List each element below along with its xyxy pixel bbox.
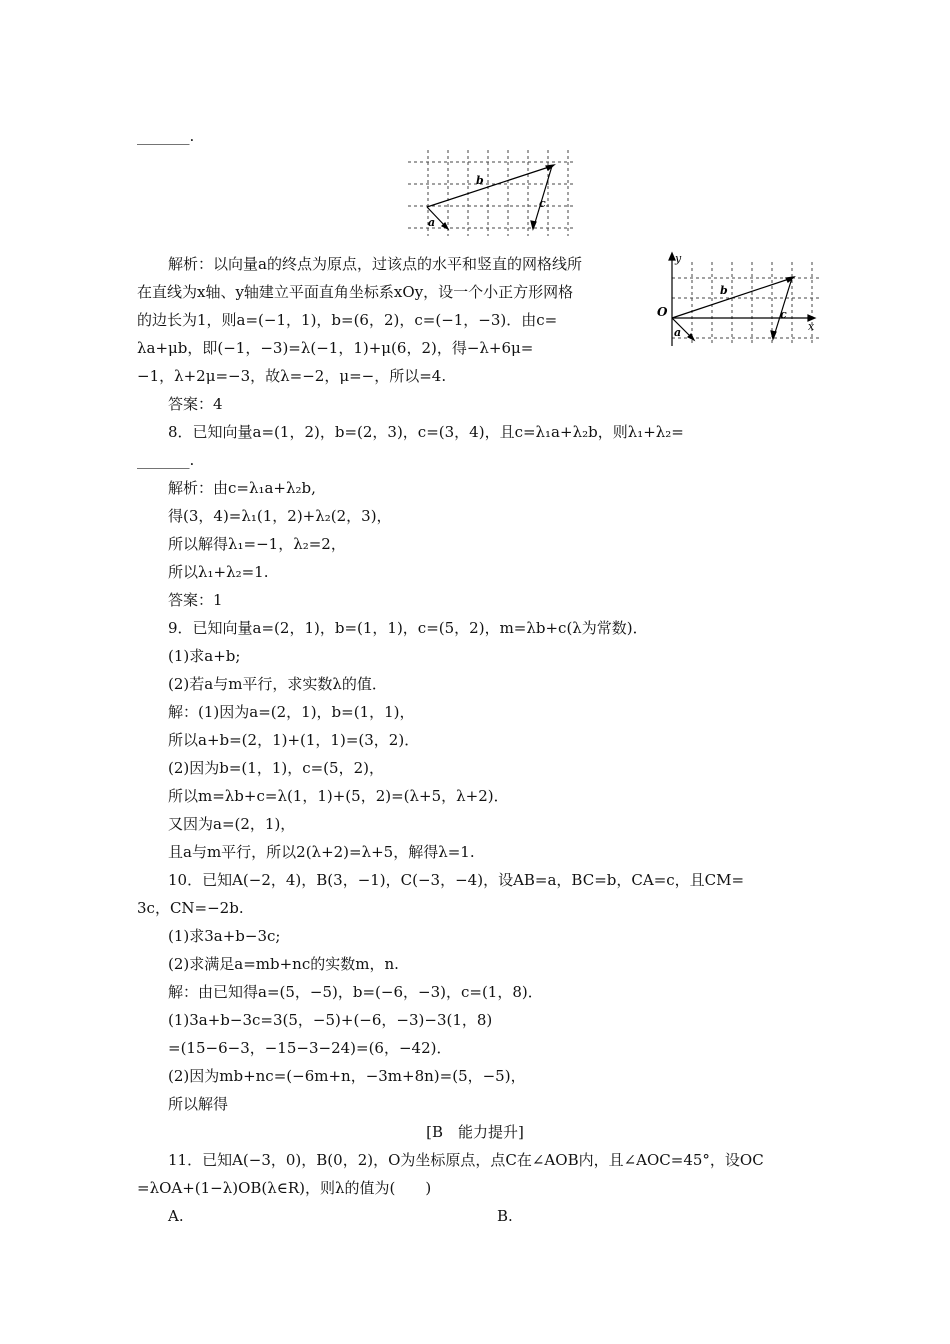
question-11: 11．已知A(−3，0)，B(0，2)，O为坐标原点，点C在∠AOB内，且∠AOC=45°，设OC [168, 1151, 764, 1169]
top-answer-blank: _______. [137, 127, 195, 145]
label-b: b [720, 284, 728, 297]
text-line: 所以解得 [168, 1095, 229, 1113]
label-c: c [539, 197, 546, 210]
label-c: c [780, 308, 787, 321]
text-line: 的边长为1，则a=(−1，1)，b=(6，2)，c=(−1，−3)．由c= [137, 311, 558, 329]
text-line: 解：(1)因为a=(2，1)，b=(1，1)， [168, 703, 415, 721]
question-10: 10．已知A(−2，4)，B(3，−1)，C(−3，−4)，设AB=a，BC=b，CA=c，且CM= [168, 871, 745, 889]
text-line: (1)求3a+b−3c; [168, 927, 281, 945]
label-x: x [808, 320, 815, 333]
text-line: 又因为a=(2，1)， [168, 815, 296, 833]
label-y: y [675, 252, 682, 265]
text-line: λa+μb，即(−1，−3)=λ(−1，1)+μ(6，2)，得−λ+6μ= [137, 339, 534, 357]
text-line: 答案：1 [168, 591, 223, 609]
vector-grid-figure [408, 150, 578, 238]
text-line: 得(3，4)=λ₁(1，2)+λ₂(2，3)， [168, 507, 392, 525]
text-line: 答案：4 [168, 395, 223, 413]
label-a: a [674, 326, 682, 339]
text-line: 解：由已知得a=(5，−5)，b=(−6，−3)，c=(1，8)． [168, 983, 543, 1001]
label-b: b [476, 174, 484, 187]
question-9: 9．已知向量a=(2，1)，b=(1，1)，c=(5，2)，m=λb+c(λ为常数)． [168, 619, 648, 637]
option-a: A. [168, 1207, 184, 1225]
text-line: 所以m=λb+c=λ(1，1)+(5，2)=(λ+5，λ+2)． [168, 787, 509, 805]
text-line: (2)因为mb+nc=(−6m+n，−3m+8n)=(5，−5)， [168, 1067, 526, 1085]
text-line: =λOA+(1−λ)OB(λ∈R)，则λ的值为( ) [137, 1179, 432, 1197]
text-line: 解析：以向量a的终点为原点，过该点的水平和竖直的网格线所 [168, 255, 582, 273]
text-line: 所以解得λ₁=−1，λ₂=2， [168, 535, 346, 553]
text-line: (2)若a与m平行，求实数λ的值． [168, 675, 387, 693]
vector-b-line [427, 166, 552, 207]
text-line: (1)求a+b; [168, 647, 241, 665]
text-line: =(15−6−3，−15−3−24)=(6，−42)． [168, 1039, 452, 1057]
text-line: 所以λ₁+λ₂=1. [168, 563, 269, 581]
question-8: 8．已知向量a=(1，2)，b=(2，3)，c=(3，4)，且c=λ₁a+λ₂b，则λ₁+λ₂= [168, 423, 684, 441]
vector-b-arrow-icon [546, 165, 554, 170]
label-a: a [428, 216, 436, 229]
text-line: 且a与m平行，所以2(λ+2)=λ+5，解得λ=1. [168, 843, 475, 861]
grid-lines [672, 262, 820, 346]
text-line: 在直线为x轴、y轴建立平面直角坐标系xOy，设一个小正方形网格 [137, 283, 574, 301]
text-line: (2)因为b=(1，1)，c=(5，2)， [168, 759, 384, 777]
vector-b-arrow-icon [786, 277, 794, 282]
label-origin: O [657, 305, 668, 319]
text-line: −1，λ+2μ=−3，故λ=−2，μ=−，所以=4. [137, 367, 447, 385]
text-line: 所以a+b=(2，1)+(1，1)=(3，2)． [168, 731, 420, 749]
text-line: (1)3a+b−3c=3(5，−5)+(−6，−3)−3(1，8) [168, 1011, 493, 1029]
vector-c-line [534, 166, 552, 226]
text-line: 解析：由c=λ₁a+λ₂b, [168, 479, 316, 497]
text-line: (2)求满足a=mb+nc的实数m，n. [168, 955, 399, 973]
coordinate-grid-figure [652, 250, 820, 346]
section-title: [B 能力提升] [426, 1123, 524, 1141]
option-b: B. [497, 1207, 513, 1225]
vector-c-line [774, 278, 792, 336]
answer-blank: _______. [137, 451, 195, 469]
text-line: 3c，CN=−2b. [137, 899, 244, 917]
